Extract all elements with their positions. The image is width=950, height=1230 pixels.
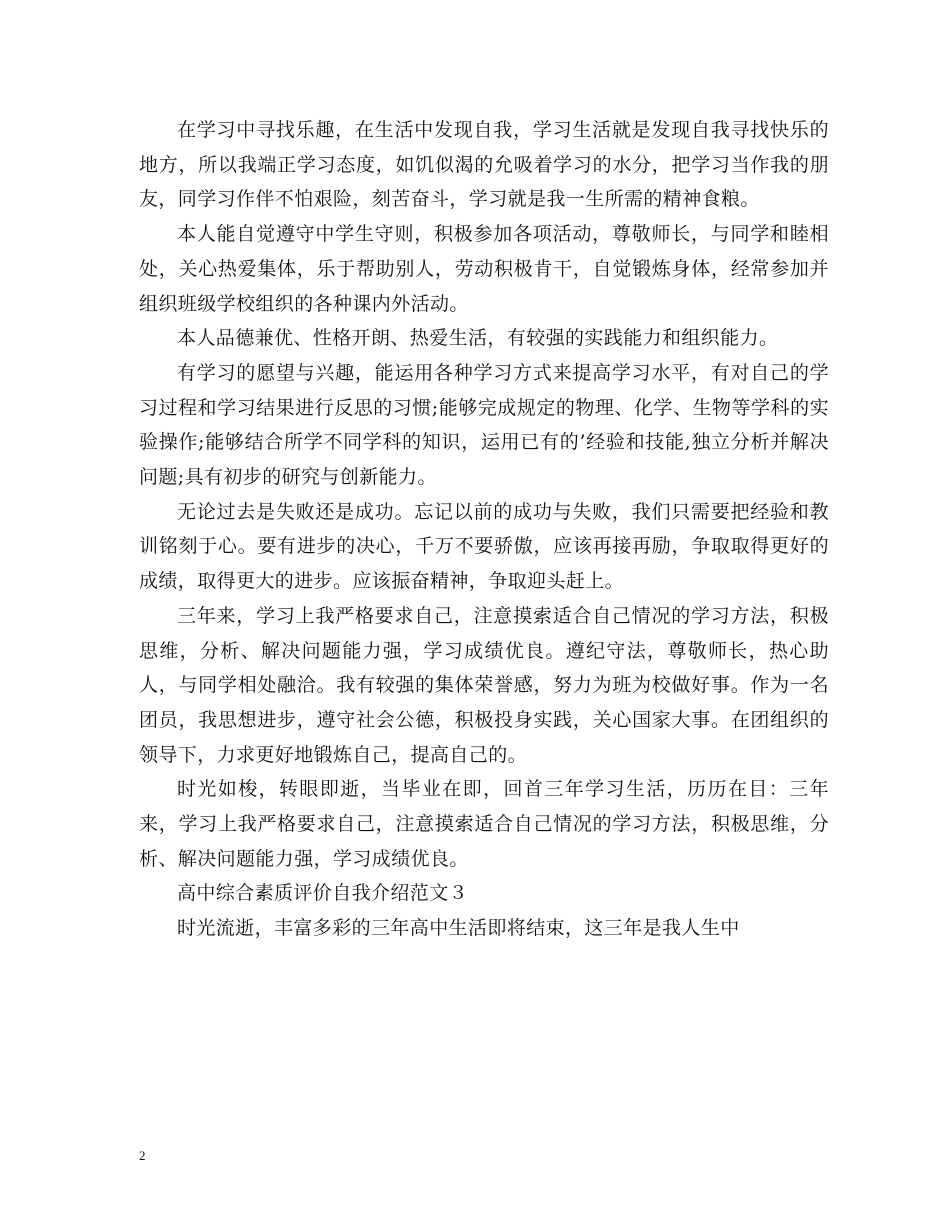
section-heading: 高中综合素质评价自我介绍范文３ — [177, 882, 469, 905]
page-number: 2 — [139, 1148, 146, 1163]
paragraph-7: 时光如梭，转眼即逝，当毕业在即，回首三年学习生活，历历在目：三年来，学习上我严格要求自己，注意摸索适合自己情况的学习方法，积极思维，分析、解决问题能力强，学习成绩优良。 — [139, 778, 829, 870]
paragraph-4: 有学习的愿望与兴趣，能运用各种学习方式来提高学习水平，有对自己的学习过程和学习结果进行反思的习惯;能够完成规定的物理、化学、生物等学科的实验操作;能够结合所学不同学科的知识，运用已有的’经验和技能,独立分析并解决问题;具有初步的研究与创新能力。 — [139, 361, 829, 489]
document-body — [139, 113, 829, 946]
paragraph-5: 无论过去是失败还是成功。忘记以前的成功与失败，我们只需要把经验和教训铭刻于心。要有进步的决心，千万不要骄傲，应该再接再励，争取取得更好的成绩，取得更大的进步。应该振奋精神，争取迎头赶上。 — [139, 500, 829, 593]
paragraph-2: 本人能自觉遵守中学生守则，积极参加各项活动，尊敬师长，与同学和睦相处，关心热爱集体，乐于帮助别人，劳动积极肯干，自觉锻炼身体，经常参加并组织班级学校组织的各种课内外活动。 — [139, 223, 829, 315]
paragraph-6: 三年来，学习上我严格要求自己，注意摸索适合自己情况的学习方法，积极思维，分析、解决问题能力强，学习成绩优良。遵纪守法，尊敬师长，热心助人，与同学相处融洽。我有较强的集体荣誉感，努力为班为校做好事。作为一名团员，我思想进步，遵守社会公德，积极投身实践，关心国家大事。在团组织的领导下，力求更好地锻炼自己，提高自己的。 — [139, 604, 829, 766]
paragraph-1: 在学习中寻找乐趣，在生活中发现自我，学习生活就是发现自我寻找快乐的地方，所以我端正学习态度，如饥似渴的允吸着学习的水分，把学习当作我的朋友，同学习作伴不怕艰险，刻苦奋斗，学习就是我一生所需的精神食粮。 — [139, 119, 829, 211]
paragraph-8: 时光流逝，丰富多彩的三年高中生活即将结束，这三年是我人生中 — [177, 917, 740, 940]
paragraph-3: 本人品德兼优、性格开朗、热爱生活，有较强的实践能力和组织能力。 — [177, 327, 779, 350]
